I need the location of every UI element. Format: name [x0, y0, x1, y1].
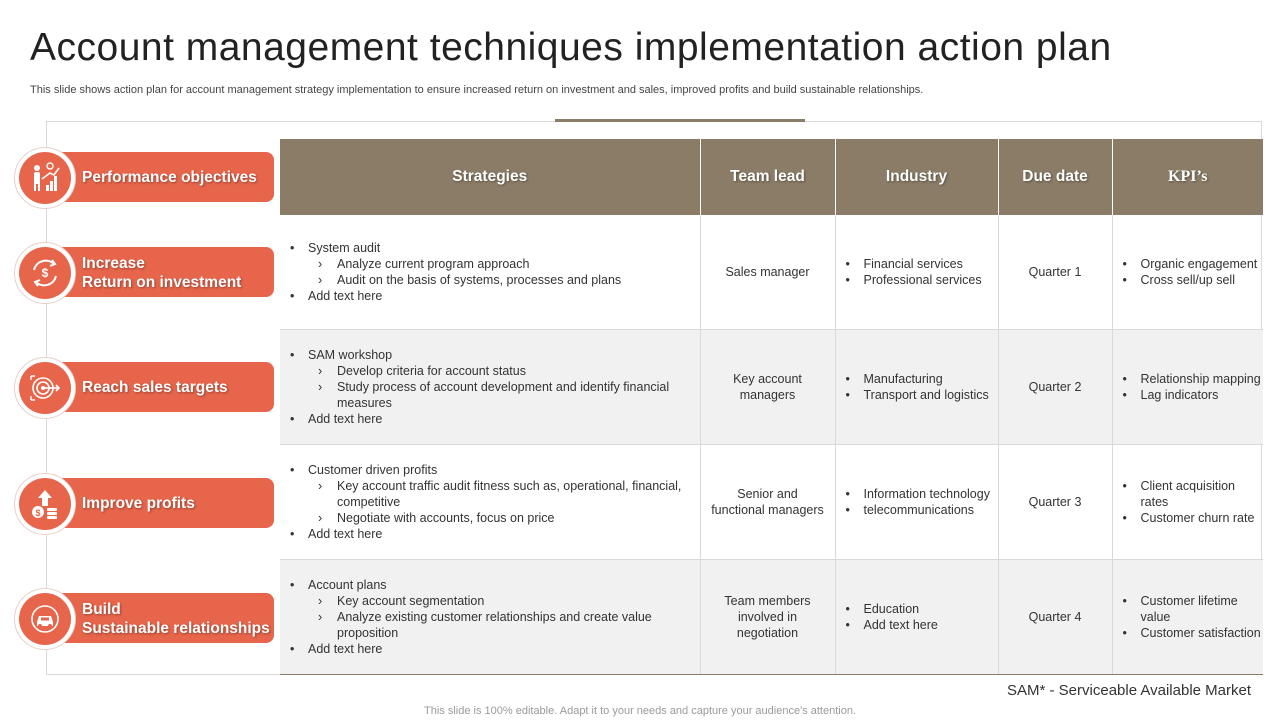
pill-label: Improve profits [82, 494, 195, 512]
pill-reach-sales-targets [46, 362, 274, 412]
badge-performance [14, 147, 76, 209]
page-subtitle: This slide shows action plan for account management strategy implementation to ensure increased return on investment and sales, improved profits and build sustainable relationships. [30, 84, 924, 96]
strategy-extra: • Add text here [308, 288, 700, 304]
team-lead-cell: Team members involved in negotiation [700, 560, 835, 675]
industry-cell [835, 215, 998, 330]
industry-item: • Professional services [864, 272, 998, 288]
pill-improve-profits [46, 478, 274, 528]
car-relationship-icon [28, 602, 62, 636]
due-date-cell: Quarter 2 [998, 330, 1112, 445]
pill-label-line2: Sustainable relationships [82, 620, 270, 637]
kpi-item: • Cross sell/up sell [1141, 272, 1264, 288]
frame-accent-bar [555, 119, 805, 122]
kpi-cell [1112, 330, 1263, 445]
badge-target [14, 357, 76, 419]
strategy-main: System audit [308, 241, 381, 255]
svg-text:$: $ [35, 508, 41, 518]
pill-build-relationships [46, 593, 274, 643]
strategy-sub: › Negotiate with accounts, focus on price [337, 510, 700, 526]
strategy-sub: › Analyze current program approach [337, 256, 700, 272]
industry-cell [835, 330, 998, 445]
badge-profits [14, 473, 76, 535]
pill-label-line1: Build [82, 601, 121, 618]
kpi-item: • Customer satisfaction [1141, 625, 1264, 641]
header-kpis: KPI’s [1112, 139, 1263, 215]
header-strategies: Strategies [280, 139, 700, 215]
action-plan-table [280, 139, 1263, 675]
kpi-item: • Customer churn rate [1141, 510, 1264, 526]
due-date-cell: Quarter 3 [998, 445, 1112, 560]
table-row [280, 330, 1263, 445]
team-lead-cell: Senior and functional managers [700, 445, 835, 560]
strategy-sub: › Key account segmentation [337, 593, 700, 609]
strategy-cell [280, 560, 700, 675]
strategy-sub: › Audit on the basis of systems, processes and plans [337, 272, 700, 288]
table-header-row [280, 139, 1263, 215]
pill-increase-roi [46, 247, 274, 297]
strategy-extra: • Add text here [308, 641, 700, 657]
pill-label: Reach sales targets [82, 378, 228, 396]
kpi-cell [1112, 445, 1263, 560]
kpi-cell [1112, 215, 1263, 330]
page-title: Account management techniques implementation action plan [30, 26, 1112, 69]
strategy-main: SAM workshop [308, 348, 393, 362]
pill-label-line2: Return on investment [82, 274, 242, 291]
strategy-extra: • Add text here [308, 411, 700, 427]
due-date-cell: Quarter 1 [998, 215, 1112, 330]
pill-label: Performance objectives [82, 168, 257, 186]
pill-performance-objectives [46, 152, 274, 202]
kpi-item: • Customer lifetime value [1141, 593, 1264, 625]
kpi-item: • Lag indicators [1141, 387, 1264, 403]
team-lead-cell: Sales manager [700, 215, 835, 330]
footer-note: This slide is 100% editable. Adapt it to your needs and capture your audience's attention. [424, 705, 856, 717]
strategy-sub: › Develop criteria for account status [337, 363, 700, 379]
strategy-extra: • Add text here [308, 526, 700, 542]
strategy-sub: › Key account traffic audit fitness such as, operational, financial, competitive [337, 478, 700, 510]
kpi-item: • Relationship mapping [1141, 371, 1264, 387]
roi-cycle-icon [28, 256, 62, 290]
header-industry: Industry [835, 139, 998, 215]
badge-roi [14, 242, 76, 304]
industry-item: • Transport and logistics [864, 387, 998, 403]
strategy-main: Customer driven profits [308, 463, 438, 477]
kpi-cell [1112, 560, 1263, 675]
pill-label-line1: Increase [82, 255, 145, 272]
performance-chart-icon [28, 161, 62, 195]
footnote: SAM* - Serviceable Available Market [1007, 682, 1251, 699]
header-team-lead: Team lead [700, 139, 835, 215]
strategy-cell [280, 445, 700, 560]
kpi-item: • Organic engagement [1141, 256, 1264, 272]
strategy-sub: › Study process of account development and identify financial measures [337, 379, 700, 411]
table-row [280, 215, 1263, 330]
target-icon [28, 371, 62, 405]
table-row [280, 560, 1263, 675]
strategy-sub: › Analyze existing customer relationships and create value proposition [337, 609, 700, 641]
industry-item: • Manufacturing [864, 371, 998, 387]
team-lead-cell: Key account managers [700, 330, 835, 445]
industry-cell [835, 560, 998, 675]
industry-item: • Education [864, 601, 998, 617]
kpi-item: • Client acquisition rates [1141, 478, 1264, 510]
industry-item: • Financial services [864, 256, 998, 272]
svg-text:$: $ [41, 266, 49, 280]
industry-item: • telecommunications [864, 502, 998, 518]
due-date-cell: Quarter 4 [998, 560, 1112, 675]
strategy-main: Account plans [308, 578, 387, 592]
profit-growth-icon [28, 487, 62, 521]
industry-item: • Add text here [864, 617, 998, 633]
industry-item: • Information technology [864, 486, 998, 502]
table-row [280, 445, 1263, 560]
industry-cell [835, 445, 998, 560]
header-due-date: Due date [998, 139, 1112, 215]
strategy-cell [280, 215, 700, 330]
strategy-cell [280, 330, 700, 445]
badge-relationships [14, 588, 76, 650]
